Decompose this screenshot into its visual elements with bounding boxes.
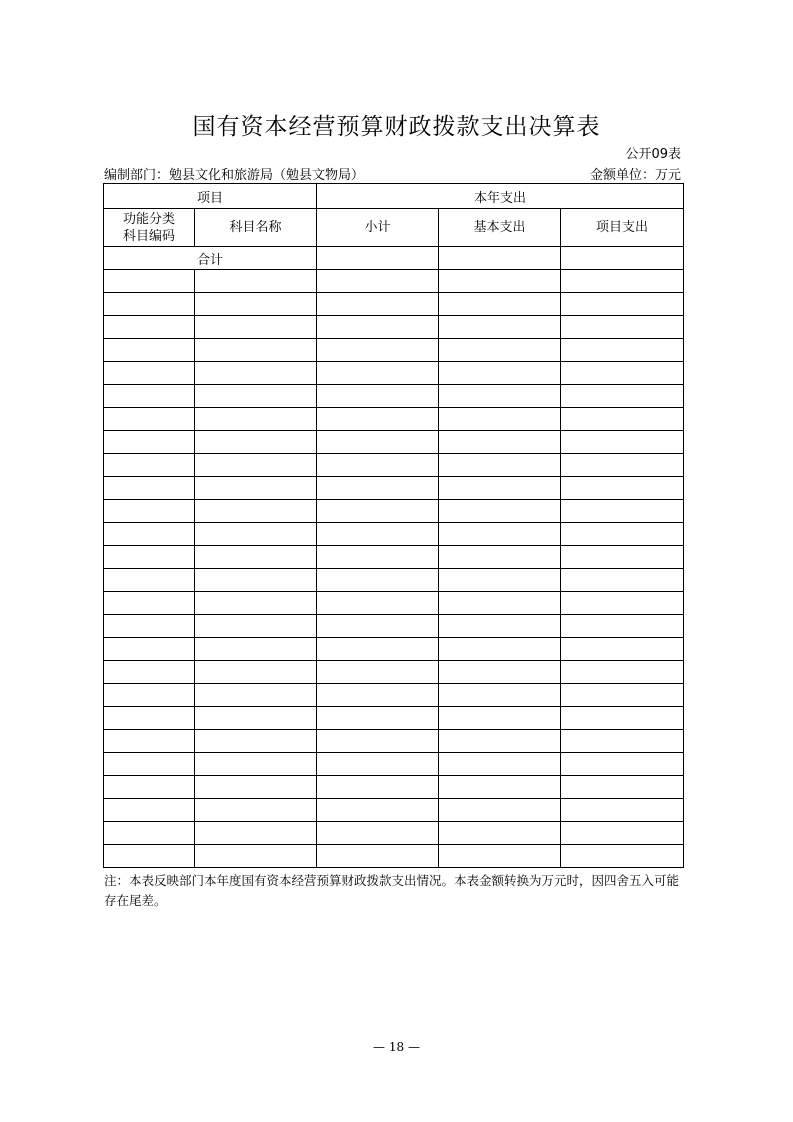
table-cell [317, 270, 439, 293]
total-basic [439, 247, 561, 270]
table-cell [561, 362, 684, 385]
table-cell [561, 454, 684, 477]
table-cell [317, 293, 439, 316]
table-cell [104, 569, 195, 592]
table-cell [195, 477, 317, 500]
table-cell [195, 362, 317, 385]
table-cell [561, 615, 684, 638]
table-cell [317, 845, 439, 868]
table-cell [195, 707, 317, 730]
table-cell [317, 431, 439, 454]
table-cell [317, 753, 439, 776]
table-row [104, 638, 684, 661]
table-cell [317, 638, 439, 661]
table-row [104, 362, 684, 385]
header-subtotal: 小计 [317, 209, 439, 247]
table-cell [195, 408, 317, 431]
table-cell [195, 776, 317, 799]
table-cell [104, 845, 195, 868]
footnote: 注：本表反映部门本年度国有资本经营预算财政拨款支出情况。本表金额转换为万元时，因四舍五入可能存在尾差。 [104, 873, 680, 908]
table-cell [439, 316, 561, 339]
table-cell [195, 845, 317, 868]
table-cell [439, 362, 561, 385]
table-cell [317, 523, 439, 546]
header-current-year: 本年支出 [317, 184, 684, 209]
table-cell [439, 569, 561, 592]
table-row [104, 615, 684, 638]
table-cell [317, 385, 439, 408]
table-cell [439, 822, 561, 845]
unit-label: 金额单位：万元 [589, 168, 681, 183]
table-cell [195, 730, 317, 753]
table-cell [439, 615, 561, 638]
table-cell [317, 776, 439, 799]
table-cell [104, 408, 195, 431]
table-cell [104, 776, 195, 799]
table-cell [439, 477, 561, 500]
table-cell [317, 615, 439, 638]
table-row [104, 822, 684, 845]
table-cell [317, 707, 439, 730]
table-cell [317, 546, 439, 569]
table-cell [561, 339, 684, 362]
table-cell [195, 799, 317, 822]
table-cell [195, 638, 317, 661]
table-row [104, 339, 684, 362]
table-cell [561, 638, 684, 661]
total-label: 合计 [104, 247, 317, 270]
table-cell [104, 362, 195, 385]
table-cell [317, 684, 439, 707]
table-cell [439, 753, 561, 776]
table-cell [104, 592, 195, 615]
table-cell [195, 316, 317, 339]
table-cell [439, 408, 561, 431]
table-row [104, 776, 684, 799]
table-row [104, 500, 684, 523]
table-cell [439, 776, 561, 799]
table-cell [317, 592, 439, 615]
table-cell [561, 661, 684, 684]
header-code-line1: 功能分类 [122, 211, 175, 227]
table-cell [561, 500, 684, 523]
table-cell [195, 569, 317, 592]
table-cell [439, 270, 561, 293]
table-cell [561, 707, 684, 730]
table-cell [104, 822, 195, 845]
table-cell [104, 661, 195, 684]
table-cell [104, 546, 195, 569]
table-cell [104, 431, 195, 454]
table-cell [317, 822, 439, 845]
table-cell [561, 546, 684, 569]
table-cell [195, 822, 317, 845]
table-cell [561, 776, 684, 799]
table-cell [439, 385, 561, 408]
table-cell [439, 684, 561, 707]
table-row [104, 569, 684, 592]
header-basic: 基本支出 [439, 209, 561, 247]
table-cell [439, 592, 561, 615]
table-cell [561, 753, 684, 776]
table-cell [561, 799, 684, 822]
header-project: 项目支出 [561, 209, 684, 247]
table-cell [561, 523, 684, 546]
table-cell [195, 615, 317, 638]
table-cell [317, 362, 439, 385]
form-code: 公开09表 [625, 147, 681, 162]
table-cell [195, 661, 317, 684]
table-cell [104, 707, 195, 730]
table-cell [439, 523, 561, 546]
table-cell [561, 569, 684, 592]
header-row-1 [104, 184, 684, 209]
total-project [561, 247, 684, 270]
table-cell [195, 270, 317, 293]
table-cell [195, 546, 317, 569]
table-cell [317, 799, 439, 822]
table-cell [104, 385, 195, 408]
table-cell [195, 293, 317, 316]
table-cell [561, 316, 684, 339]
table-cell [439, 730, 561, 753]
total-subtotal [317, 247, 439, 270]
total-row [104, 247, 684, 270]
table-cell [317, 316, 439, 339]
header-row-2 [104, 209, 684, 247]
table-row [104, 270, 684, 293]
table-cell [317, 454, 439, 477]
header-code [104, 209, 195, 247]
department-label: 编制部门：勉县文化和旅游局（勉县文物局） [104, 168, 365, 183]
table-cell [104, 500, 195, 523]
table-row [104, 431, 684, 454]
table-cell [439, 293, 561, 316]
table-cell [104, 638, 195, 661]
table-cell [561, 822, 684, 845]
table-row [104, 293, 684, 316]
table-cell [561, 730, 684, 753]
table-row [104, 477, 684, 500]
table-cell [561, 293, 684, 316]
table-cell [439, 500, 561, 523]
table-cell [439, 339, 561, 362]
table-row [104, 546, 684, 569]
table-row [104, 845, 684, 868]
table-cell [561, 477, 684, 500]
table-row [104, 730, 684, 753]
table-cell [104, 293, 195, 316]
table-cell [317, 500, 439, 523]
table-cell [561, 845, 684, 868]
table-cell [195, 592, 317, 615]
table-cell [317, 569, 439, 592]
table-cell [195, 523, 317, 546]
table-cell [104, 477, 195, 500]
table-cell [104, 316, 195, 339]
table-row [104, 385, 684, 408]
table-cell [195, 431, 317, 454]
table-cell [195, 753, 317, 776]
table-cell [561, 592, 684, 615]
table-cell [195, 500, 317, 523]
table-cell [317, 408, 439, 431]
table-cell [195, 339, 317, 362]
table-cell [561, 385, 684, 408]
page-number: — 18 — [373, 1040, 420, 1054]
table-row [104, 454, 684, 477]
table-row [104, 753, 684, 776]
table-cell [561, 270, 684, 293]
table-cell [317, 477, 439, 500]
table-row [104, 592, 684, 615]
page-title: 国有资本经营预算财政拨款支出决算表 [192, 114, 601, 140]
header-name: 科目名称 [195, 209, 317, 247]
header-item: 项目 [104, 184, 317, 209]
table-cell [561, 431, 684, 454]
table-cell [195, 454, 317, 477]
table-cell [439, 454, 561, 477]
table-row [104, 799, 684, 822]
table-row [104, 661, 684, 684]
table-row [104, 707, 684, 730]
table-cell [439, 661, 561, 684]
table-row [104, 316, 684, 339]
table-cell [104, 615, 195, 638]
table-cell [104, 730, 195, 753]
table-cell [439, 431, 561, 454]
table-cell [104, 684, 195, 707]
table-cell [561, 408, 684, 431]
table-cell [317, 730, 439, 753]
table-cell [439, 707, 561, 730]
table-cell [317, 661, 439, 684]
table-cell [317, 339, 439, 362]
table-cell [104, 454, 195, 477]
table-cell [561, 684, 684, 707]
table-cell [104, 339, 195, 362]
table-cell [104, 270, 195, 293]
table-cell [104, 523, 195, 546]
table-cell [195, 684, 317, 707]
table-cell [195, 385, 317, 408]
table-cell [439, 638, 561, 661]
table-cell [439, 845, 561, 868]
header-code-line2: 科目编码 [122, 228, 175, 244]
table-cell [104, 753, 195, 776]
table-row [104, 523, 684, 546]
table-cell [104, 799, 195, 822]
table-row [104, 408, 684, 431]
table-cell [439, 546, 561, 569]
expenditure-table [103, 183, 684, 868]
table-row [104, 684, 684, 707]
table-cell [439, 799, 561, 822]
